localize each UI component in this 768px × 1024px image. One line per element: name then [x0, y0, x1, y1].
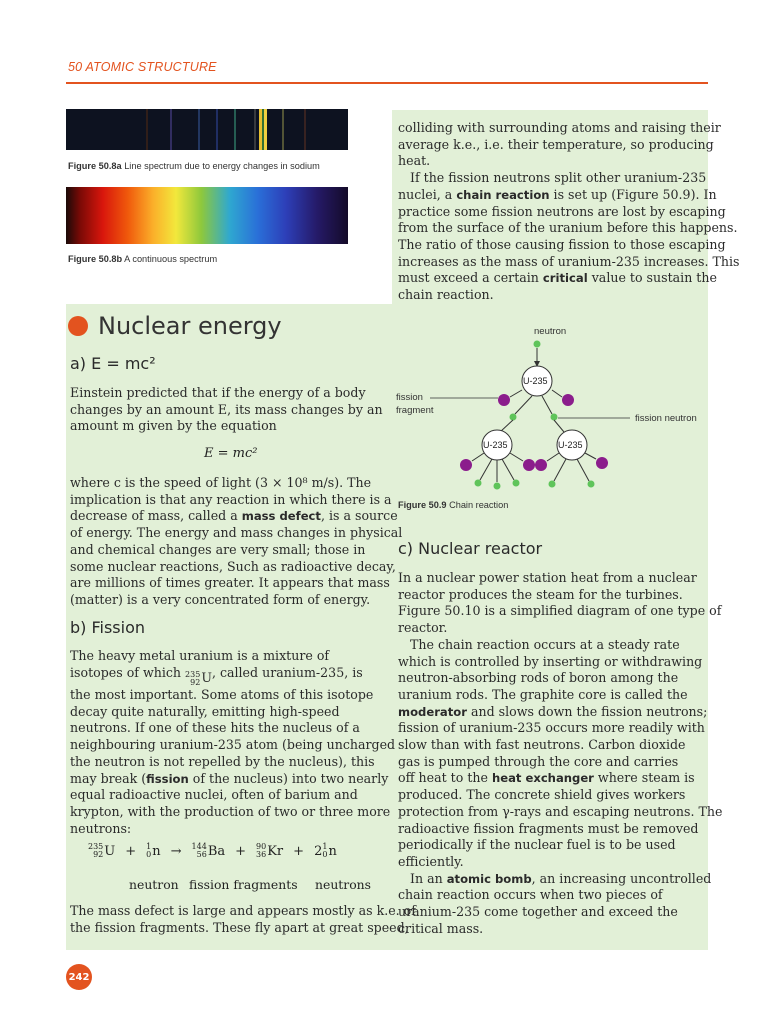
subheading-b: b) Fission: [70, 618, 146, 637]
fragment-path: [510, 453, 523, 461]
fission-fragment: [523, 459, 535, 471]
incoming-neutron: [534, 341, 541, 348]
neutron-path: [542, 396, 552, 414]
fission-fragment: [460, 459, 472, 471]
fragment-label: fragment: [396, 405, 434, 416]
eq-label-fission-fragments: fission fragments: [189, 877, 298, 892]
eq-label-neutron: neutron: [129, 877, 179, 892]
fission-fragment: [535, 459, 547, 471]
paragraph-chain-reaction: colliding with surrounding atoms and raising their average k.e., i.e. their temperature, so producing heat. If the fission neutrons split other uranium-235 nuclei, a chain reaction is set up (Figure 50.9). In practice some fission neutrons are lost by escaping from the surface of the uranium before this happens. The ratio of those causing fission to those escaping increases as the mass of uranium-235 increases. This must exceed a certain critical value to sustain the chain reaction.: [398, 120, 740, 303]
neutron-path: [554, 459, 566, 481]
eq-label-neutrons: neutrons: [315, 877, 371, 892]
fission-neutron-dot: [475, 480, 482, 487]
paragraph-b: The heavy metal uranium is a mixture of isotopes of which 235 92 U , called uranium-235, is the most important. Some atoms of this isotope decay quite naturally, emitting high-speed neutrons. If one of these hits the nucleus of a neighbouring uranium-235 atom (being uncharged the neutron is not repelled by the nucleus), this may break (fission of the nucleus) into two nearly equal radioactive nuclei, often of barium and krypton, with the production of two or three more neutrons:: [70, 648, 396, 836]
section-bullet-icon: [68, 316, 88, 336]
page-number: 242: [66, 964, 92, 990]
paragraph-nuclear-reactor: In a nuclear power station heat from a nuclear reactor produces the steam for the turbines. Figure 50.10 is a simplified diagram of one type of reactor. The chain reaction occurs at a steady rate which is controlled by inserting or withdrawing neutron-absorbing rods of boron among the uranium rods. The graphite core is called the moderator and slows down the fission neutrons; fission of uranium-235 occurs more readily with slow than with fast neutrons. Carbon dioxide gas is pumped through the core and carries off heat to the heat exchanger where steam is produced. The concrete shield gives workers protection from γ-rays and escaping neutrons. The radioactive fission fragments must be removed periodically if the nuclear fuel is to be used efficiently. In an atomic bomb, an increasing uncontrolled chain reaction occurs when two pieces of uranium-235 come together and exceed the critical mass.: [398, 570, 723, 936]
fission-label: fission: [396, 392, 423, 403]
neutron-path: [515, 396, 532, 414]
subheading-c: c) Nuclear reactor: [398, 539, 543, 558]
fission-neutron-dot: [551, 414, 558, 421]
figure-50-9-caption: Figure 50.9 Chain reaction: [398, 500, 509, 510]
neutron-path: [502, 459, 514, 480]
uranium-235-symbol: 235 92 U: [185, 669, 212, 687]
fission-neutron-dot: [513, 480, 520, 487]
fragment-path: [552, 390, 562, 397]
header-rule: [66, 82, 708, 84]
fragment-path: [510, 390, 522, 397]
section-title: Nuclear energy: [68, 312, 282, 340]
fission-equation: 235 92 U + 1 0 n → 144 56 Ba + 90 36 Kr + 2 1 0 n: [88, 842, 337, 859]
neutron-path: [500, 420, 513, 432]
u235-right-label: U-235: [558, 440, 583, 450]
u235-top-label: U-235: [523, 376, 548, 386]
fission-fragment: [596, 457, 608, 469]
neutron-path: [480, 459, 492, 480]
line-spectrum-image: [66, 109, 348, 150]
fragment-path: [585, 453, 596, 459]
neutron-path: [577, 459, 589, 481]
continuous-spectrum-image: [66, 187, 348, 244]
paragraph-a2: where c is the speed of light (3 × 10⁸ m/s). The implication is that any reaction in which there is a decrease of mass, called a mass defect, is a source of energy. The energy and mass changes in physical and chemical changes are very small; those in some nuclear reactions, Such as radioactive decay, are millions of times greater. It appears that mass (matter) is a very concentrated form of energy.: [70, 475, 403, 607]
figure-50-8b-caption: Figure 50.8b A continuous spectrum: [68, 254, 218, 264]
neutron-label: neutron: [534, 326, 567, 337]
running-header: 50 ATOMIC STRUCTURE: [68, 60, 217, 74]
fission-neutron-dot: [510, 414, 517, 421]
fission-neutron-label: fission neutron: [635, 413, 697, 424]
fission-fragment: [498, 394, 510, 406]
fission-neutron-dot: [494, 483, 501, 490]
chain-reaction-diagram: [392, 320, 708, 500]
fission-neutron-dot: [588, 481, 595, 488]
paragraph-b-end: The mass defect is large and appears mostly as k.e. of the fission fragments. These fly apart at great speed,: [70, 903, 416, 935]
neutron-path: [554, 420, 564, 432]
paragraph-a1: Einstein predicted that if the energy of a body changes by an amount E, its mass changes by an amount m given by the equation: [70, 385, 383, 434]
figure-50-8a-caption: Figure 50.8a Line spectrum due to energy changes in sodium: [68, 161, 320, 171]
fragment-path: [472, 453, 484, 461]
fragment-path: [547, 453, 559, 461]
subheading-a: a) E = mc²: [70, 354, 156, 373]
u235-left-label: U-235: [483, 440, 508, 450]
mass-energy-equation: E = mc²: [204, 446, 258, 461]
fission-fragment: [562, 394, 574, 406]
fission-neutron-dot: [549, 481, 556, 488]
